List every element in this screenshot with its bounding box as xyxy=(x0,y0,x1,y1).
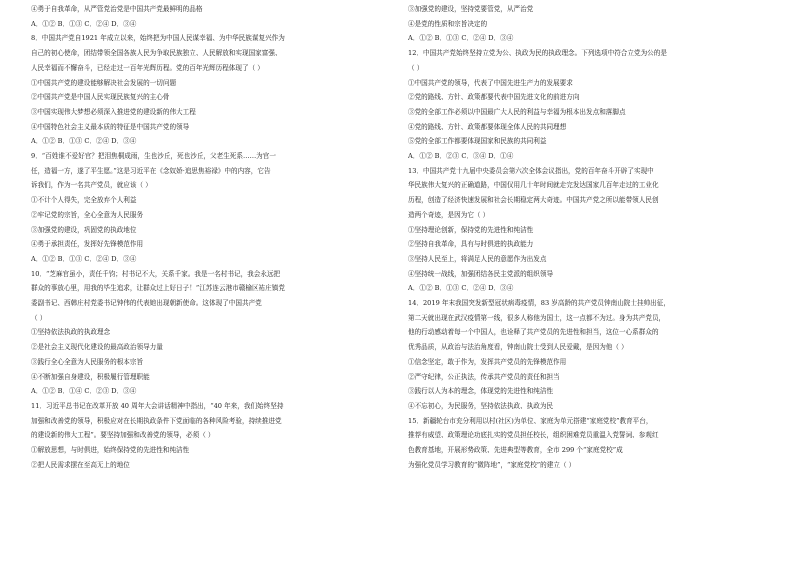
text-line: 群众的事放心里，用我的毕生追求，让群众过上好日子！”江苏连云港市赣榆区祐庄镇党 xyxy=(31,284,285,293)
text-line: ④坚持统一战线，加强团结各民主党派的组织领导 xyxy=(408,269,554,278)
text-line: ②牢记党的宗旨，全心全意为人民服务 xyxy=(31,210,144,219)
text-line: ②严守纪律，公正执法，传承共产党员的责任和担当 xyxy=(408,372,560,381)
text-line: 加强和改善党的领导，积极应对在长期执政条件下党面临的各种风险考验，持续推进党 xyxy=(31,416,282,425)
left-column xyxy=(31,2,371,473)
text-line: ⑤党的全部工作都要体现国家和民族的共同利益 xyxy=(408,137,547,146)
text-line: ①坚持依法执政的执政理念 xyxy=(31,328,111,337)
text-line: ④是党的性质和宗旨决定的 xyxy=(408,19,488,28)
text-line: A．①② B．①③ C．②④ D．③④ xyxy=(31,137,137,146)
text-line: 的建设新的伟大工程”。要坚持加强和改善党的领导，必须（ ） xyxy=(31,431,215,440)
text-line: ③坚持人民至上，将满足人民的意愿作为出发点 xyxy=(408,254,547,263)
text-line: 任，造福一方，遂了平生愿。”这是习近平在《念奴娇·追思焦裕禄》中的内容，它告 xyxy=(31,166,271,175)
text-line: ④勇于自我革命，从严管党治党是中国共产党最鲜明的品格 xyxy=(31,5,203,13)
text-line: 历程，创造了经济快速发展和社会长期稳定两大奇迹。中国共产党之所以能带领人民创 xyxy=(408,196,659,205)
text-line: ③加强党的建设，坚持党要管党，从严治党 xyxy=(408,5,534,13)
text-line: 11．习近平总书记在改革开放 40 周年大会讲话精神中指出，“40 年来，我们始终坚持 xyxy=(31,401,284,410)
text-line: 推荐有威望、政策理论功底扎实的党员担任校长，组织困难党员重温入党誓词、参观红 xyxy=(408,431,659,440)
text-line: 12．中国共产党始终坚持立党为公、执政为民的执政理念。下列选项中符合立党为公的是 xyxy=(408,49,667,58)
text-line: 他的行动感动着每一个中国人，也诠释了共产党员的先进性和担当，这位一心系群众的 xyxy=(408,328,659,337)
text-line: ①中国共产党的建设能够解决社会发展的一切问题 xyxy=(31,78,177,87)
right-column xyxy=(408,2,764,473)
text-line: 8．中国共产党自1921 年成立以来，始终把为中国人民谋幸福、为中华民族谋复兴作为 xyxy=(31,34,285,43)
text-line: ④党的路线、方针、政策都要体现全体人民的共同理想 xyxy=(408,122,567,131)
text-line: ①中国共产党的领导，代表了中国先进生产力的发展要求 xyxy=(408,78,573,87)
text-line: 第二天就出现在武汉疫情第一线，很多人称他为国士，这一点都不为过。身为共产党员， xyxy=(408,313,666,322)
text-line: ③加强党的建设，巩固党的执政地位 xyxy=(31,225,137,234)
text-line: 造两个奇迹，是因为它（ ） xyxy=(408,210,490,219)
text-line: A．①② B．①③ C．②④ D．③④ xyxy=(31,19,137,28)
text-line: 14．2019 年末我国突发新型冠状病毒疫情，83 岁高龄的共产党员钟南山院士挂帅出征， xyxy=(408,299,670,308)
text-line: ③党的全部工作必须以中国最广大人民的利益与幸福为根本出发点和落脚点 xyxy=(408,107,626,116)
text-line: ①坚持理论创新，保持党的先进性和纯洁性 xyxy=(408,225,534,234)
text-line: ①解放思想，与时俱进，始终保持党的先进性和纯洁性 xyxy=(31,446,190,455)
text-line: A．①② B．①③ C．②④ D．③④ xyxy=(408,34,514,43)
text-line: （ ） xyxy=(408,63,424,72)
text-line: 人民幸福而不懈奋斗，已经走过一百年光辉历程。党的百年光辉历程体现了（ ） xyxy=(31,63,264,72)
text-line: ④不忘初心，为民服务，坚持依法执政、执政为民 xyxy=(408,401,554,410)
text-line: 9．“百姓谁不爱好官？把泪焦桐成雨，生也沙丘，死也沙丘，父老生死系……为官一 xyxy=(31,152,276,161)
text-line: （ ） xyxy=(31,313,47,322)
text-line: A．①② B．①④ C．②③ D．③④ xyxy=(31,387,137,396)
text-line: ②把人民需求摆在至高无上的地位 xyxy=(31,460,130,469)
text-line: ①不计个人得失，完全放弃个人利益 xyxy=(31,196,137,205)
text-line: A．①② B．①③ C．②④ D．③④ xyxy=(408,284,514,293)
text-line: ①信念坚定，敢于作为，发挥共产党员的先锋模范作用 xyxy=(408,357,567,366)
text-line: 色教育基地，开展形势政策、先进典型等教育，全市 299 个“家庭党校”成 xyxy=(408,446,623,455)
text-line: ④中国特色社会主义最本质的特征是中国共产党的领导 xyxy=(31,122,190,131)
text-line: 13．中国共产党十九届中央委员会第六次全体会议指出，党的百年奋斗开辟了实现中 xyxy=(408,166,654,175)
text-line: 优秀品质，从政治与法治角度看，钟南山院士受到人民爱戴，是因为他（ ） xyxy=(408,343,628,352)
text-line: 诉我们，作为一名共产党员，就应该（ ） xyxy=(31,181,152,190)
text-line: ④不断加强自身建设，积极履行管理职能 xyxy=(31,372,150,381)
text-line: ②坚持自我革命，具有与时俱进的执政能力 xyxy=(408,240,534,249)
text-line: 自己的初心使命，团结带领全国各族人民为争取民族独立、人民解放和实现国家富强、 xyxy=(31,49,282,58)
text-line: ②中国共产党是中国人民实现民族复兴的主心骨 xyxy=(31,93,170,102)
text-line: 10．“芝麻官虽小，责任千钧；村书记不大，关系千家。我是一名村书记，我会永远把 xyxy=(31,269,281,278)
text-line: ③践行以人为本的理念，体现党的先进性和纯洁性 xyxy=(408,387,554,396)
text-line: ②党的路线、方针、政策都要代表中国先进文化的前进方向 xyxy=(408,93,580,102)
text-line: ②是社会主义现代化建设的最高政治领导力量 xyxy=(31,343,163,352)
text-line: 为强化党员学习教育的“微阵地”，“家庭党校”的建立（ ） xyxy=(408,460,576,469)
text-line: A．①② B．②③ C．③④ D．①④ xyxy=(408,152,514,161)
text-line: 15．新疆轮台市充分利用以村(社区)为单位、家庭为单元搭建“家庭党校”教育平台， xyxy=(408,416,653,425)
text-line: ③践行全心全意为人民服务的根本宗旨 xyxy=(31,357,144,366)
text-line: 委副书记、西韩庄村党委书记钟伟的代表她出现朝新使命。这体现了中国共产党 xyxy=(31,299,262,308)
text-line: ③中国实现伟大梦想必须深入推进党的建设新的伟大工程 xyxy=(31,107,196,116)
text-line: ④勇于承担责任，发挥好先锋模范作用 xyxy=(31,240,144,249)
text-line: A．①② B．①③ C．②④ D．③④ xyxy=(31,254,137,263)
text-line: 华民族伟大复兴的正确道路，中国仅用几十年时间就走完发达国家几百年走过的工业化 xyxy=(408,181,659,190)
